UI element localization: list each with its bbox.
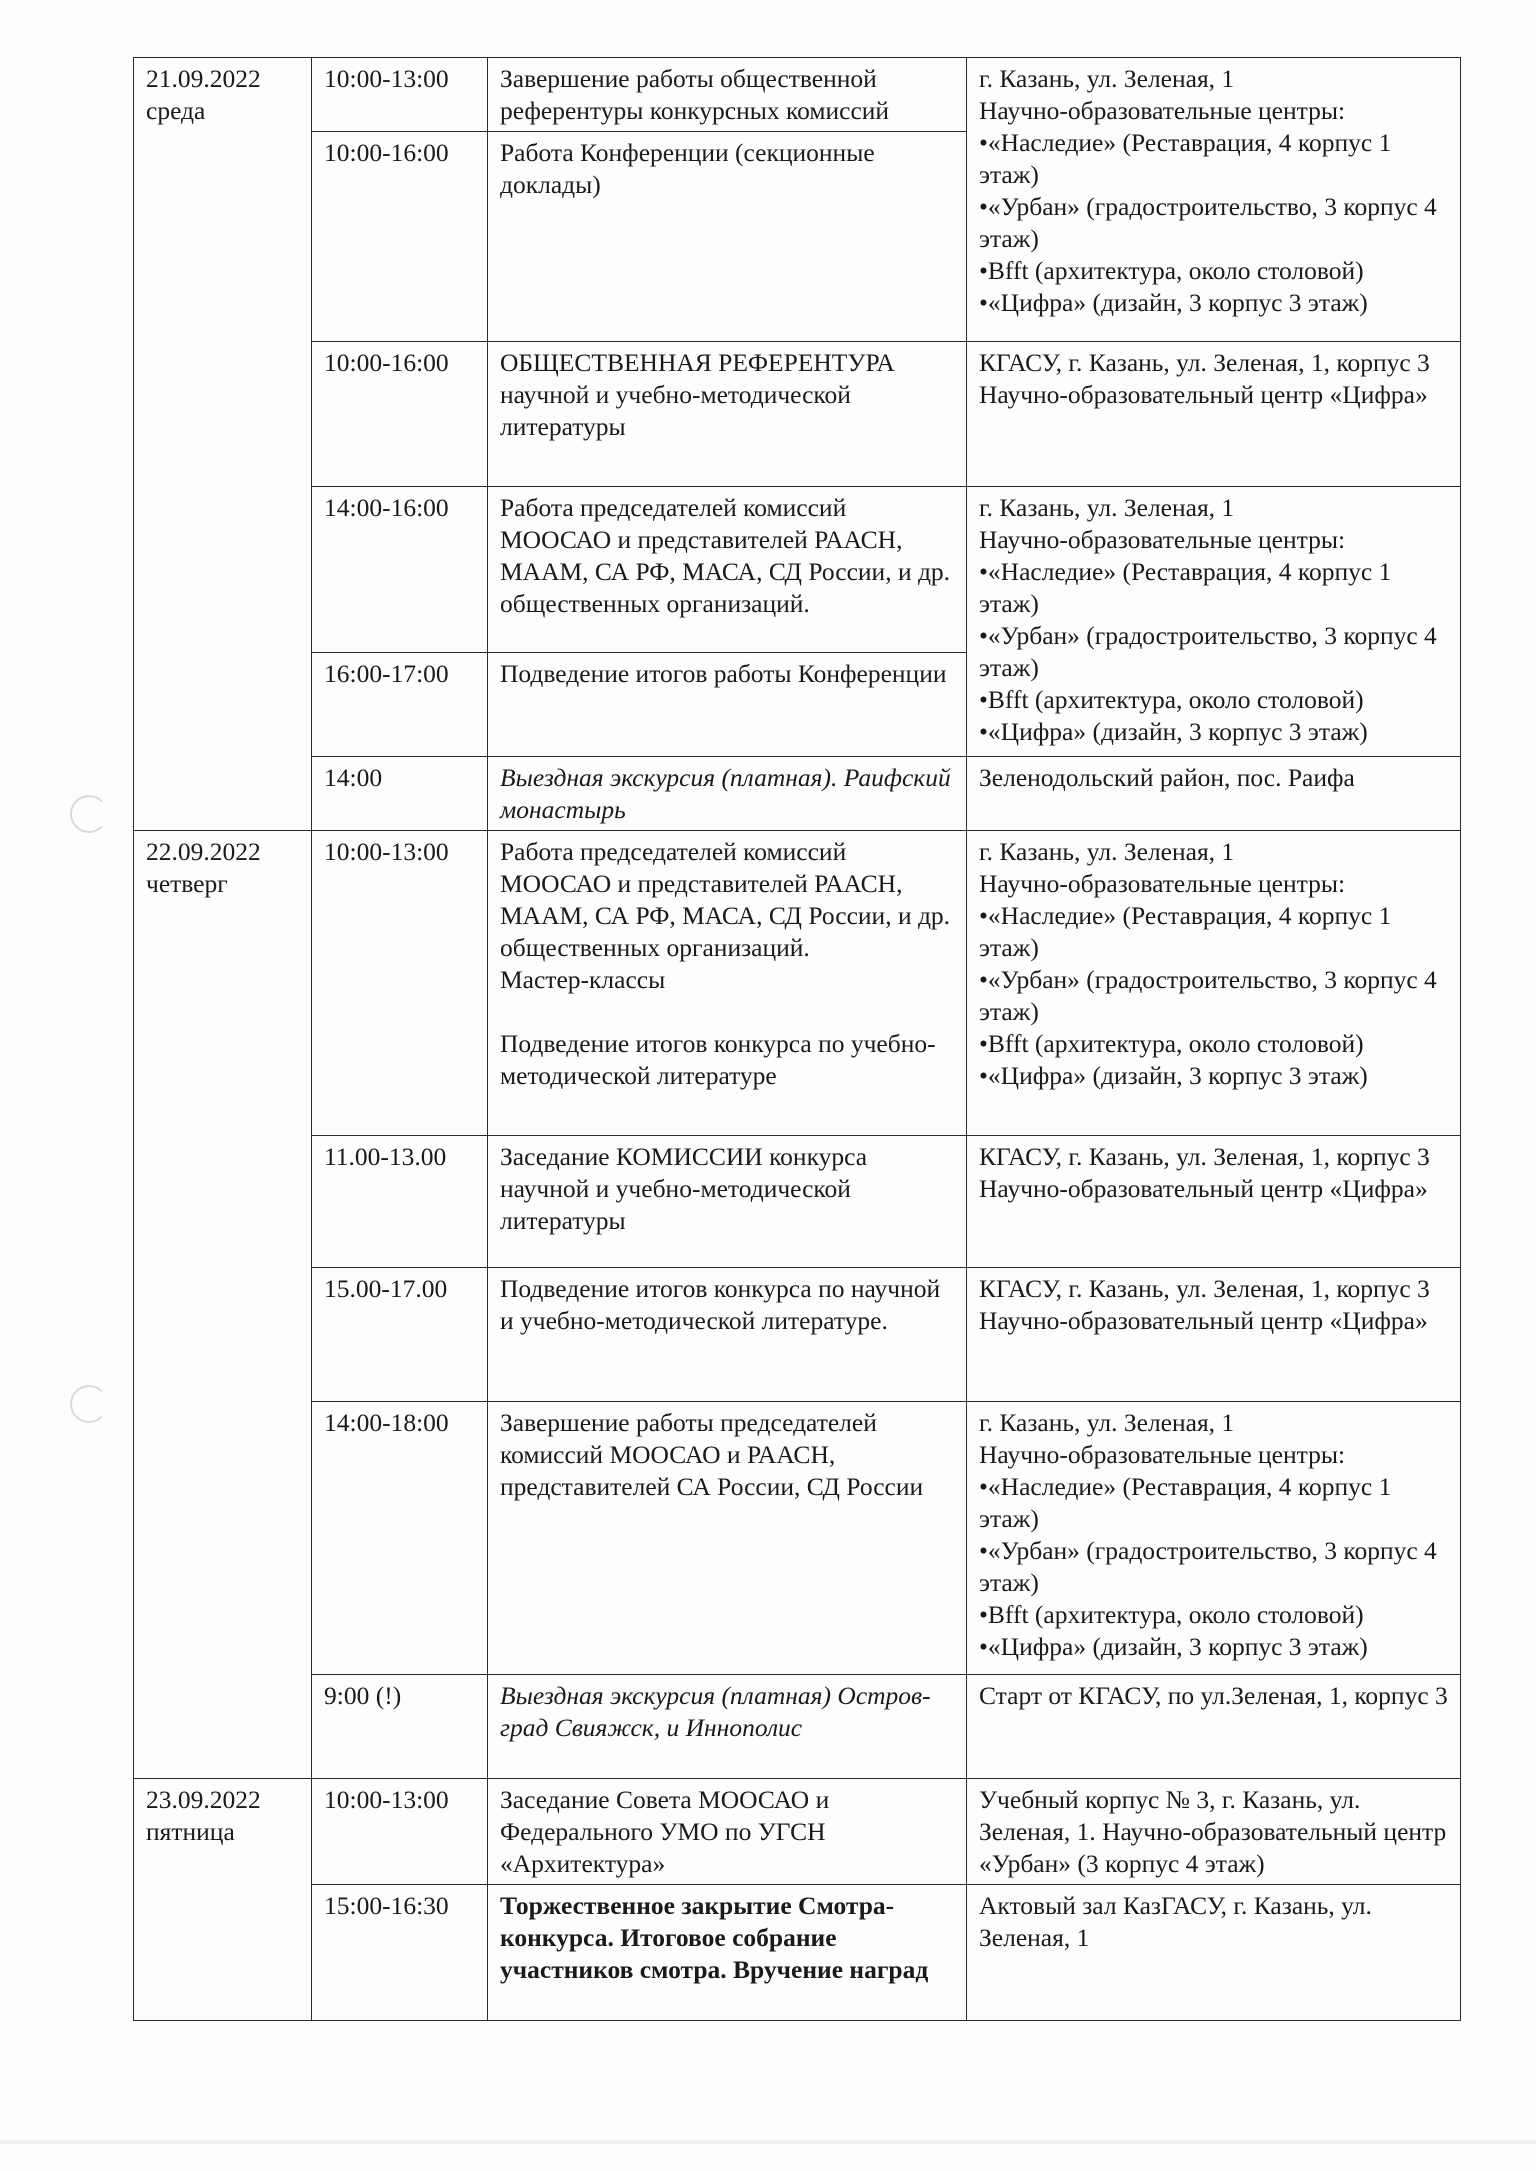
punch-hole-mark	[70, 795, 108, 833]
place-cell: КГАСУ, г. Казань, ул. Зеленая, 1, корпус 3 Научно-образовательный центр «Цифра»	[967, 1136, 1461, 1268]
time-cell: 10:00-16:00	[312, 342, 488, 487]
schedule-table	[133, 57, 1461, 2021]
event-cell: Подведение итогов конкурса по научной и учебно-методической литературе.	[488, 1268, 967, 1402]
time-cell: 14:00-18:00	[312, 1402, 488, 1675]
time-cell: 10:00-16:00	[312, 132, 488, 342]
weekday: среда	[146, 96, 206, 125]
table-row	[134, 1402, 1461, 1675]
place-cell: г. Казань, ул. Зеленая, 1 Научно-образовательные центры: •«Наследие» (Реставрация, 4 корпус 1 этаж) •«Урбан» (градостроительство, 3 корпус 4 этаж) •Bfft (архитектура, около столовой) •«Цифра» (дизайн, 3 корпус 3 этаж)	[967, 58, 1461, 342]
table-row	[134, 58, 1461, 132]
event-cell: Выездная экскурсия (платная). Раифский монастырь	[488, 757, 967, 831]
date: 22.09.2022	[146, 837, 261, 866]
table-row	[134, 342, 1461, 487]
date-cell	[134, 831, 312, 1779]
date-cell	[134, 1779, 312, 2021]
place-cell: Учебный корпус № 3, г. Казань, ул. Зеленая, 1. Научно-образовательный центр «Урбан» (3 корпус 4 этаж)	[967, 1779, 1461, 1885]
place-cell: г. Казань, ул. Зеленая, 1 Научно-образовательные центры: •«Наследие» (Реставрация, 4 корпус 1 этаж) •«Урбан» (градостроительство, 3 корпус 4 этаж) •Bfft (архитектура, около столовой) •«Цифра» (дизайн, 3 корпус 3 этаж)	[967, 1402, 1461, 1675]
date-cell	[134, 58, 312, 831]
place-cell: г. Казань, ул. Зеленая, 1 Научно-образовательные центры: •«Наследие» (Реставрация, 4 корпус 1 этаж) •«Урбан» (градостроительство, 3 корпус 4 этаж) •Bfft (архитектура, около столовой) •«Цифра» (дизайн, 3 корпус 3 этаж)	[967, 487, 1461, 757]
event-cell: Заседание КОМИССИИ конкурса научной и учебно-методической литературы	[488, 1136, 967, 1268]
place-cell: Актовый зал КазГАСУ, г. Казань, ул. Зеленая, 1	[967, 1885, 1461, 2021]
event-cell: Подведение итогов работы Конференции	[488, 653, 967, 757]
event-cell: Завершение работы общественной референтуры конкурсных комиссий	[488, 58, 967, 132]
place-cell: КГАСУ, г. Казань, ул. Зеленая, 1, корпус 3 Научно-образовательный центр «Цифра»	[967, 342, 1461, 487]
weekday: пятница	[146, 1817, 235, 1846]
time-cell: 14:00	[312, 757, 488, 831]
event-cell: Выездная экскурсия (платная) Остров-град Свияжск, и Иннополис	[488, 1675, 967, 1779]
weekday: четверг	[146, 869, 228, 898]
time-cell: 15.00-17.00	[312, 1268, 488, 1402]
punch-hole-mark	[70, 1385, 108, 1423]
place-cell: Старт от КГАСУ, по ул.Зеленая, 1, корпус 3	[967, 1675, 1461, 1779]
event-cell: Заседание Совета МООСАО и Федерального УМО по УГСН «Архитектура»	[488, 1779, 967, 1885]
table-row	[134, 757, 1461, 831]
scan-edge	[0, 2140, 1536, 2144]
table-row	[134, 1675, 1461, 1779]
table-row	[134, 1268, 1461, 1402]
time-cell: 10:00-13:00	[312, 1779, 488, 1885]
time-cell: 16:00-17:00	[312, 653, 488, 757]
event-cell: Работа председателей комиссий МООСАО и представителей РААСН, МААМ, СА РФ, МАСА, СД России, и др. общественных организаций.	[488, 487, 967, 653]
event-cell: Торжественное закрытие Смотра-конкурса. Итоговое собрание участников смотра. Вручение наград	[488, 1885, 967, 2021]
table-row	[134, 487, 1461, 653]
event-cell: Работа Конференции (секционные доклады)	[488, 132, 967, 342]
table-row	[134, 1136, 1461, 1268]
time-cell: 10:00-13:00	[312, 831, 488, 1136]
time-cell: 9:00 (!)	[312, 1675, 488, 1779]
place-cell: г. Казань, ул. Зеленая, 1 Научно-образовательные центры: •«Наследие» (Реставрация, 4 корпус 1 этаж) •«Урбан» (градостроительство, 3 корпус 4 этаж) •Bfft (архитектура, около столовой) •«Цифра» (дизайн, 3 корпус 3 этаж)	[967, 831, 1461, 1136]
place-cell: Зеленодольский район, пос. Раифа	[967, 757, 1461, 831]
time-cell: 10:00-13:00	[312, 58, 488, 132]
table-row	[134, 831, 1461, 1136]
time-cell: 14:00-16:00	[312, 487, 488, 653]
event-cell: ОБЩЕСТВЕННАЯ РЕФЕРЕНТУРА научной и учебно-методической литературы	[488, 342, 967, 487]
date: 21.09.2022	[146, 64, 261, 93]
event-cell: Работа председателей комиссий МООСАО и представителей РААСН, МААМ, СА РФ, МАСА, СД России, и др. общественных организаций. Мастер-классы Подведение итогов конкурса по учебно-методической литературе	[488, 831, 967, 1136]
table-row	[134, 1779, 1461, 1885]
time-cell: 15:00-16:30	[312, 1885, 488, 2021]
place-cell: КГАСУ, г. Казань, ул. Зеленая, 1, корпус 3 Научно-образовательный центр «Цифра»	[967, 1268, 1461, 1402]
time-cell: 11.00-13.00	[312, 1136, 488, 1268]
event-cell: Завершение работы председателей комиссий МООСАО и РААСН, представителей СА России, СД России	[488, 1402, 967, 1675]
table-row	[134, 1885, 1461, 2021]
date: 23.09.2022	[146, 1785, 261, 1814]
